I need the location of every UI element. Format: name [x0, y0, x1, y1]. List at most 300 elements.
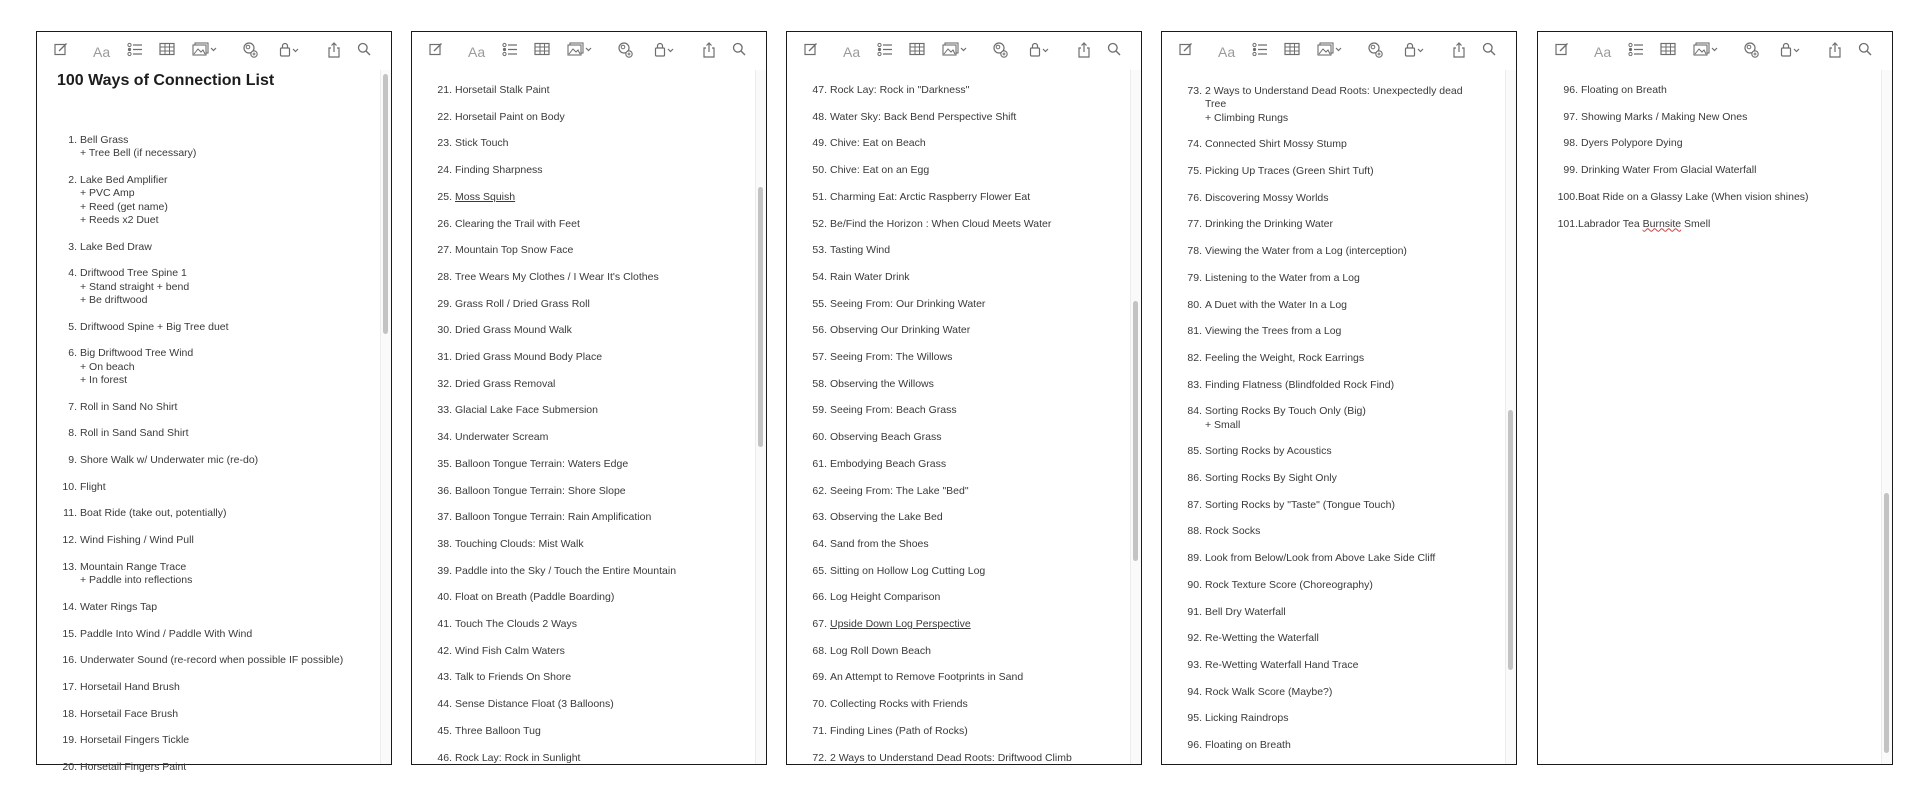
item-label: Balloon Tongue Terrain: Waters Edge [455, 457, 629, 470]
search-icon [1858, 42, 1872, 56]
share-icon [1828, 42, 1842, 58]
scrollbar[interactable] [755, 70, 766, 764]
item-label: Underwater Scream [455, 431, 549, 444]
item-number: 18. [62, 707, 77, 720]
item-label: A Duet with the Water In a Log [1205, 298, 1348, 311]
item-label: Paddle Into Wind / Paddle With Wind [80, 627, 253, 640]
search-button[interactable] [732, 42, 746, 62]
item-number: 25. [437, 190, 452, 203]
media-button[interactable] [567, 42, 593, 62]
item-number: 98. [1563, 137, 1578, 150]
item-text [1205, 192, 1329, 205]
item-number: 34. [437, 431, 452, 444]
collaborate-button[interactable] [1366, 42, 1384, 62]
format-icon: Aa [93, 44, 111, 60]
item-label: Upside Down Log Perspective [830, 618, 971, 630]
item-number: 76. [1187, 191, 1202, 204]
item-text [455, 618, 577, 631]
item-text [80, 347, 193, 387]
collaborate-button[interactable] [991, 42, 1009, 62]
item-text [830, 591, 940, 604]
collaborate-button[interactable] [241, 42, 259, 62]
item-text [455, 485, 626, 498]
compose-icon [54, 42, 68, 56]
item-number: 88. [1187, 525, 1202, 538]
item-text [1205, 272, 1360, 285]
note-title: 100 Ways of Connection List [57, 72, 275, 89]
format-icon: Aa [843, 44, 861, 60]
item-text [1578, 191, 1809, 204]
note-body[interactable] [37, 70, 381, 773]
item-number: 82. [1187, 351, 1202, 364]
item-text [830, 645, 931, 658]
item-label: Horsetail Fingers Paint [80, 761, 187, 773]
item-text [80, 708, 178, 721]
item-text [80, 601, 157, 614]
item-number: 96. [1187, 739, 1202, 751]
item-label: Dried Grass Mound Body Place [455, 351, 603, 363]
item-number: 19. [62, 734, 77, 747]
item-number: 71. [812, 724, 827, 737]
lock-icon [1780, 42, 1802, 57]
item-text [455, 698, 614, 711]
item-text [455, 191, 515, 204]
item-label: Observing the Willows [830, 377, 934, 390]
item-text [830, 137, 926, 150]
item-subpoint: Tree [1205, 98, 1227, 111]
item-number: 92. [1187, 632, 1202, 645]
share-button[interactable] [702, 42, 716, 62]
item-label: Tasting Wind [830, 244, 891, 257]
compose-icon [1555, 42, 1569, 56]
item-number: 97. [1563, 110, 1578, 123]
item-number: 14. [62, 600, 77, 613]
scrollbar-thumb[interactable] [1133, 301, 1138, 561]
table-button[interactable] [1284, 42, 1300, 62]
compose-button[interactable] [804, 42, 818, 62]
scrollbar[interactable] [1130, 70, 1141, 764]
note-body[interactable] [1162, 70, 1506, 764]
item-text [1581, 137, 1683, 150]
item-number: 28. [437, 270, 452, 283]
note-body[interactable] [412, 70, 756, 764]
item-label: Horsetail Stalk Paint [455, 84, 550, 96]
item-label: Re-Wetting the Waterfall [1205, 632, 1319, 645]
misspelled-word: Burnsite [1642, 217, 1682, 230]
compose-button[interactable] [429, 42, 443, 62]
compose-button[interactable] [54, 42, 68, 62]
item-label: Lake Bed Draw [80, 240, 152, 253]
item-number: 54. [812, 270, 827, 283]
item-text [1205, 138, 1347, 151]
item-text [1205, 325, 1341, 338]
collaborate-button[interactable] [1742, 42, 1760, 62]
item-label: Rock Texture Score (Choreography) [1205, 578, 1373, 591]
item-label: Connected Shirt Mossy Stump [1205, 138, 1347, 151]
collaborate-icon [616, 42, 634, 58]
scrollbar-thumb[interactable] [758, 187, 763, 447]
item-subpoint: + Tree Bell (if necessary) [80, 147, 197, 160]
item-text [80, 241, 152, 254]
item-label: Sand from the Shoes [830, 537, 929, 550]
media-button[interactable] [942, 42, 968, 62]
item-text [1205, 245, 1407, 258]
item-text [80, 454, 258, 467]
item-label: Mountain Top Snow Face [455, 244, 574, 257]
item-text [455, 137, 509, 150]
item-text [455, 218, 580, 231]
item-text [80, 507, 227, 520]
item-label: Rain Water Drink [830, 270, 910, 283]
item-subpoint: + Climbing Rungs [1205, 111, 1289, 124]
item-subpoint: + In forest [80, 373, 127, 386]
item-label: Clearing the Trail with Feet [455, 217, 580, 230]
item-label: Driftwood Tree Spine 1 [80, 267, 187, 280]
item-number: 78. [1187, 245, 1202, 258]
format-button[interactable] [93, 42, 110, 62]
item-label: Big Driftwood Tree Wind [80, 347, 194, 360]
collaborate-icon [991, 42, 1009, 58]
item-label: Dyers Polypore Dying [1581, 137, 1683, 150]
checklist-button[interactable] [1628, 42, 1644, 62]
search-button[interactable] [357, 42, 371, 62]
item-number: 80. [1187, 298, 1202, 311]
item-text [1581, 84, 1667, 97]
lock-button[interactable] [1780, 42, 1802, 62]
item-label: Dried Grass Removal [455, 377, 556, 390]
checklist-button[interactable] [502, 42, 518, 62]
item-text [1205, 525, 1260, 538]
item-number: 11. [63, 507, 77, 520]
checklist-button[interactable] [1252, 42, 1268, 62]
item-label: Boat Ride on a Glassy Lake (When vision shines) [1578, 190, 1809, 203]
item-label: Seeing From: The Willows [830, 351, 953, 363]
item-text [830, 84, 969, 97]
item-text [830, 378, 934, 391]
item-number: 44. [437, 698, 452, 711]
format-button[interactable] [843, 42, 860, 62]
checklist-button[interactable] [877, 42, 893, 62]
item-number: 70. [812, 698, 827, 711]
item-label: 2 Ways to Understand Dead Roots: Unexpectedly dead [1205, 85, 1463, 97]
item-number: 61. [812, 457, 827, 470]
item-number: 100. [1557, 190, 1578, 203]
item-number: 53. [812, 244, 827, 257]
item-number: 17. [62, 680, 77, 693]
item-number: 35. [437, 457, 452, 470]
item-text [80, 481, 106, 494]
table-button[interactable] [159, 42, 175, 62]
item-label: Touch The Clouds 2 Ways [455, 618, 577, 630]
item-label: Talk to Friends On Shore [455, 671, 572, 684]
format-icon: Aa [1218, 44, 1236, 60]
checklist-icon [877, 42, 893, 56]
item-label: Rock Lay: Rock in Sunlight [455, 751, 581, 764]
lock-icon [1029, 42, 1051, 57]
item-number: 21. [437, 84, 452, 96]
item-number: 47. [812, 84, 827, 96]
format-button[interactable] [1594, 42, 1611, 62]
item-text [80, 534, 194, 547]
item-number: 12. [62, 534, 77, 547]
collaborate-icon [1742, 42, 1760, 58]
notes-toolbar [1538, 32, 1892, 70]
format-button[interactable] [1218, 42, 1235, 62]
item-text [80, 401, 177, 414]
item-label: Finding Lines (Path of Rocks) [830, 724, 968, 737]
item-label: Sitting on Hollow Log Cutting Log [830, 564, 986, 577]
scrollbar-thumb[interactable] [1884, 493, 1889, 753]
compose-button[interactable] [1179, 42, 1193, 62]
scrollbar[interactable] [1881, 70, 1892, 764]
item-label: Seeing From: Our Drinking Water [830, 297, 986, 310]
item-subpoint: + On beach [80, 360, 135, 373]
note-body[interactable] [1538, 70, 1882, 764]
scrollbar-thumb[interactable] [383, 74, 388, 334]
item-label: Roll in Sand Sand Shirt [80, 427, 189, 440]
item-number: 84. [1187, 405, 1202, 418]
item-number: 30. [437, 324, 452, 337]
format-button[interactable] [468, 42, 485, 62]
item-text [830, 698, 968, 711]
item-text [455, 725, 541, 738]
item-label: Horsetail Paint on Body [455, 110, 565, 123]
item-number: 27. [437, 244, 452, 257]
share-icon [702, 42, 716, 58]
item-text [830, 431, 941, 444]
item-text [1205, 712, 1288, 725]
item-text [830, 725, 968, 738]
item-number: 65. [812, 564, 827, 577]
item-subpoint: + Small [1205, 418, 1241, 431]
item-text [1205, 579, 1373, 592]
item-text [830, 111, 1016, 124]
item-number: 8. [68, 427, 77, 440]
item-text [455, 164, 543, 177]
item-text [830, 271, 910, 284]
item-label: Chive: Eat on an Egg [830, 164, 930, 177]
item-number: 26. [437, 217, 452, 230]
scrollbar[interactable] [380, 70, 391, 764]
item-text [830, 485, 969, 498]
item-number: 81. [1187, 325, 1202, 338]
table-icon [159, 42, 175, 56]
item-text [830, 218, 1051, 231]
media-icon [567, 42, 593, 56]
item-number: 3. [68, 240, 77, 253]
table-icon [1660, 42, 1676, 56]
checklist-button[interactable] [127, 42, 143, 62]
lock-button[interactable] [1029, 42, 1051, 62]
item-label: Listening to the Water from a Log [1205, 271, 1360, 284]
item-number: 32. [437, 377, 452, 390]
item-number: 90. [1187, 578, 1202, 591]
item-number: 38. [437, 537, 452, 550]
compose-icon [429, 42, 443, 56]
share-button[interactable] [1452, 42, 1466, 62]
item-number: 74. [1187, 138, 1202, 151]
item-text [1205, 299, 1347, 312]
item-label: Observing Beach Grass [830, 431, 942, 444]
item-number: 7. [68, 400, 77, 413]
media-button[interactable] [1317, 42, 1343, 62]
search-button[interactable] [1107, 42, 1121, 62]
item-label: Horsetail Hand Brush [80, 680, 180, 693]
table-button[interactable] [534, 42, 550, 62]
item-text [830, 671, 1023, 684]
item-text [80, 321, 229, 334]
item-label: Drinking the Drinking Water [1205, 218, 1333, 231]
item-text [455, 511, 651, 524]
item-text [455, 752, 580, 765]
item-number: 64. [812, 537, 827, 550]
share-button[interactable] [1828, 42, 1842, 62]
item-text [455, 671, 571, 684]
item-number: 42. [437, 644, 452, 657]
item-label: Labrador Tea Burnsite Smell [1578, 217, 1711, 230]
item-number: 89. [1187, 552, 1202, 565]
item-label: Horsetail Face Brush [80, 707, 179, 720]
item-number: 6. [68, 347, 77, 360]
item-text [80, 734, 189, 747]
item-label: Observing Our Drinking Water [830, 324, 971, 337]
table-button[interactable] [909, 42, 925, 62]
item-text [455, 271, 659, 284]
item-label: Finding Sharpness [455, 164, 543, 177]
item-label: Seeing From: Beach Grass [830, 404, 957, 417]
notes-window [411, 31, 767, 765]
item-number: 91. [1187, 605, 1202, 618]
note-body[interactable] [787, 70, 1131, 764]
item-label: An Attempt to Remove Footprints in Sand [830, 671, 1024, 684]
item-label: Look from Below/Look from Above Lake Side Cliff [1205, 552, 1436, 565]
item-number: 67. [812, 618, 827, 630]
media-icon [1693, 42, 1719, 56]
item-label: Tree Wears My Clothes / I Wear It's Clothes [455, 270, 659, 283]
item-number: 16. [62, 654, 77, 667]
item-number: 51. [812, 190, 827, 203]
item-label: Stick Touch [455, 137, 509, 150]
item-label: Re-Wetting Waterfall Hand Trace [1205, 658, 1359, 671]
item-label: Bell Grass [80, 134, 129, 146]
table-button[interactable] [1660, 42, 1676, 62]
item-number: 45. [437, 724, 452, 737]
collaborate-icon [1366, 42, 1384, 58]
item-number: 40. [437, 591, 452, 604]
item-label: Wind Fish Calm Waters [455, 644, 565, 657]
collaborate-button[interactable] [616, 42, 634, 62]
item-label: Driftwood Spine + Big Tree duet [80, 320, 229, 333]
media-icon [192, 42, 218, 56]
item-text [80, 134, 196, 161]
share-button[interactable] [1077, 42, 1091, 62]
item-number: 20. [62, 761, 77, 773]
notes-toolbar [37, 32, 391, 70]
item-label: Sorting Rocks By Touch Only (Big) [1205, 405, 1366, 418]
search-icon [1482, 42, 1496, 56]
item-text [1205, 405, 1366, 432]
item-number: 58. [812, 377, 827, 390]
item-subpoint: + Reed (get name) [80, 200, 168, 213]
item-label: Log Height Comparison [830, 591, 941, 604]
item-label: Floating on Breath [1205, 739, 1291, 751]
item-text [455, 111, 565, 124]
lock-button[interactable] [1404, 42, 1426, 62]
table-icon [1284, 42, 1300, 56]
media-button[interactable] [192, 42, 218, 62]
item-number: 41. [437, 618, 452, 630]
lock-button[interactable] [654, 42, 676, 62]
item-label: Water Rings Tap [80, 600, 158, 613]
item-label: Rock Socks [1205, 525, 1261, 538]
search-icon [732, 42, 746, 56]
search-icon [1107, 42, 1121, 56]
lock-icon [1404, 42, 1426, 57]
item-label: Observing the Lake Bed [830, 511, 943, 524]
item-number: 29. [437, 297, 452, 310]
item-text [1578, 218, 1710, 231]
item-text [1205, 85, 1463, 125]
item-text [830, 538, 929, 551]
item-text [830, 458, 946, 471]
item-label: Balloon Tongue Terrain: Rain Amplification [455, 511, 652, 524]
scrollbar-thumb[interactable] [1508, 410, 1513, 670]
item-text [80, 267, 189, 307]
item-number: 5. [68, 320, 77, 333]
item-text [1205, 472, 1337, 485]
compose-button[interactable] [1555, 42, 1569, 62]
item-label: Sorting Rocks By Sight Only [1205, 472, 1337, 484]
notes-toolbar [1162, 32, 1516, 70]
item-text [1205, 165, 1374, 178]
item-number: 36. [437, 484, 452, 497]
item-number: 52. [812, 217, 827, 230]
item-number: 55. [812, 297, 827, 310]
item-label: Dried Grass Mound Walk [455, 324, 572, 337]
search-button[interactable] [1482, 42, 1496, 62]
item-text [830, 565, 985, 578]
item-number: 60. [812, 431, 827, 444]
search-button[interactable] [1858, 42, 1872, 62]
notes-toolbar [412, 32, 766, 70]
item-text [830, 511, 943, 524]
item-text [830, 752, 1072, 765]
item-number: 57. [812, 351, 827, 363]
item-number: 73. [1187, 85, 1202, 97]
share-button[interactable] [327, 42, 341, 62]
item-text [1205, 445, 1332, 458]
item-number: 86. [1187, 472, 1202, 484]
item-label: Lake Bed Amplifier [80, 174, 168, 186]
item-label: Boat Ride (take out, potentially) [80, 507, 227, 520]
checklist-icon [127, 42, 143, 56]
lock-button[interactable] [279, 42, 301, 62]
item-number: 4. [68, 267, 77, 280]
checklist-icon [1252, 42, 1268, 56]
item-text [455, 404, 598, 417]
item-number: 75. [1187, 165, 1202, 177]
item-label: Grass Roll / Dried Grass Roll [455, 297, 590, 310]
item-number: 46. [437, 751, 452, 764]
item-number: 56. [812, 324, 827, 337]
item-number: 101. [1557, 217, 1578, 230]
item-label: Seeing From: The Lake "Bed" [830, 484, 969, 497]
media-button[interactable] [1693, 42, 1719, 62]
item-text [1205, 632, 1319, 645]
item-label: Sense Distance Float (3 Balloons) [455, 698, 614, 711]
scrollbar[interactable] [1505, 70, 1516, 764]
item-label: Rock Walk Score (Maybe?) [1205, 685, 1333, 698]
